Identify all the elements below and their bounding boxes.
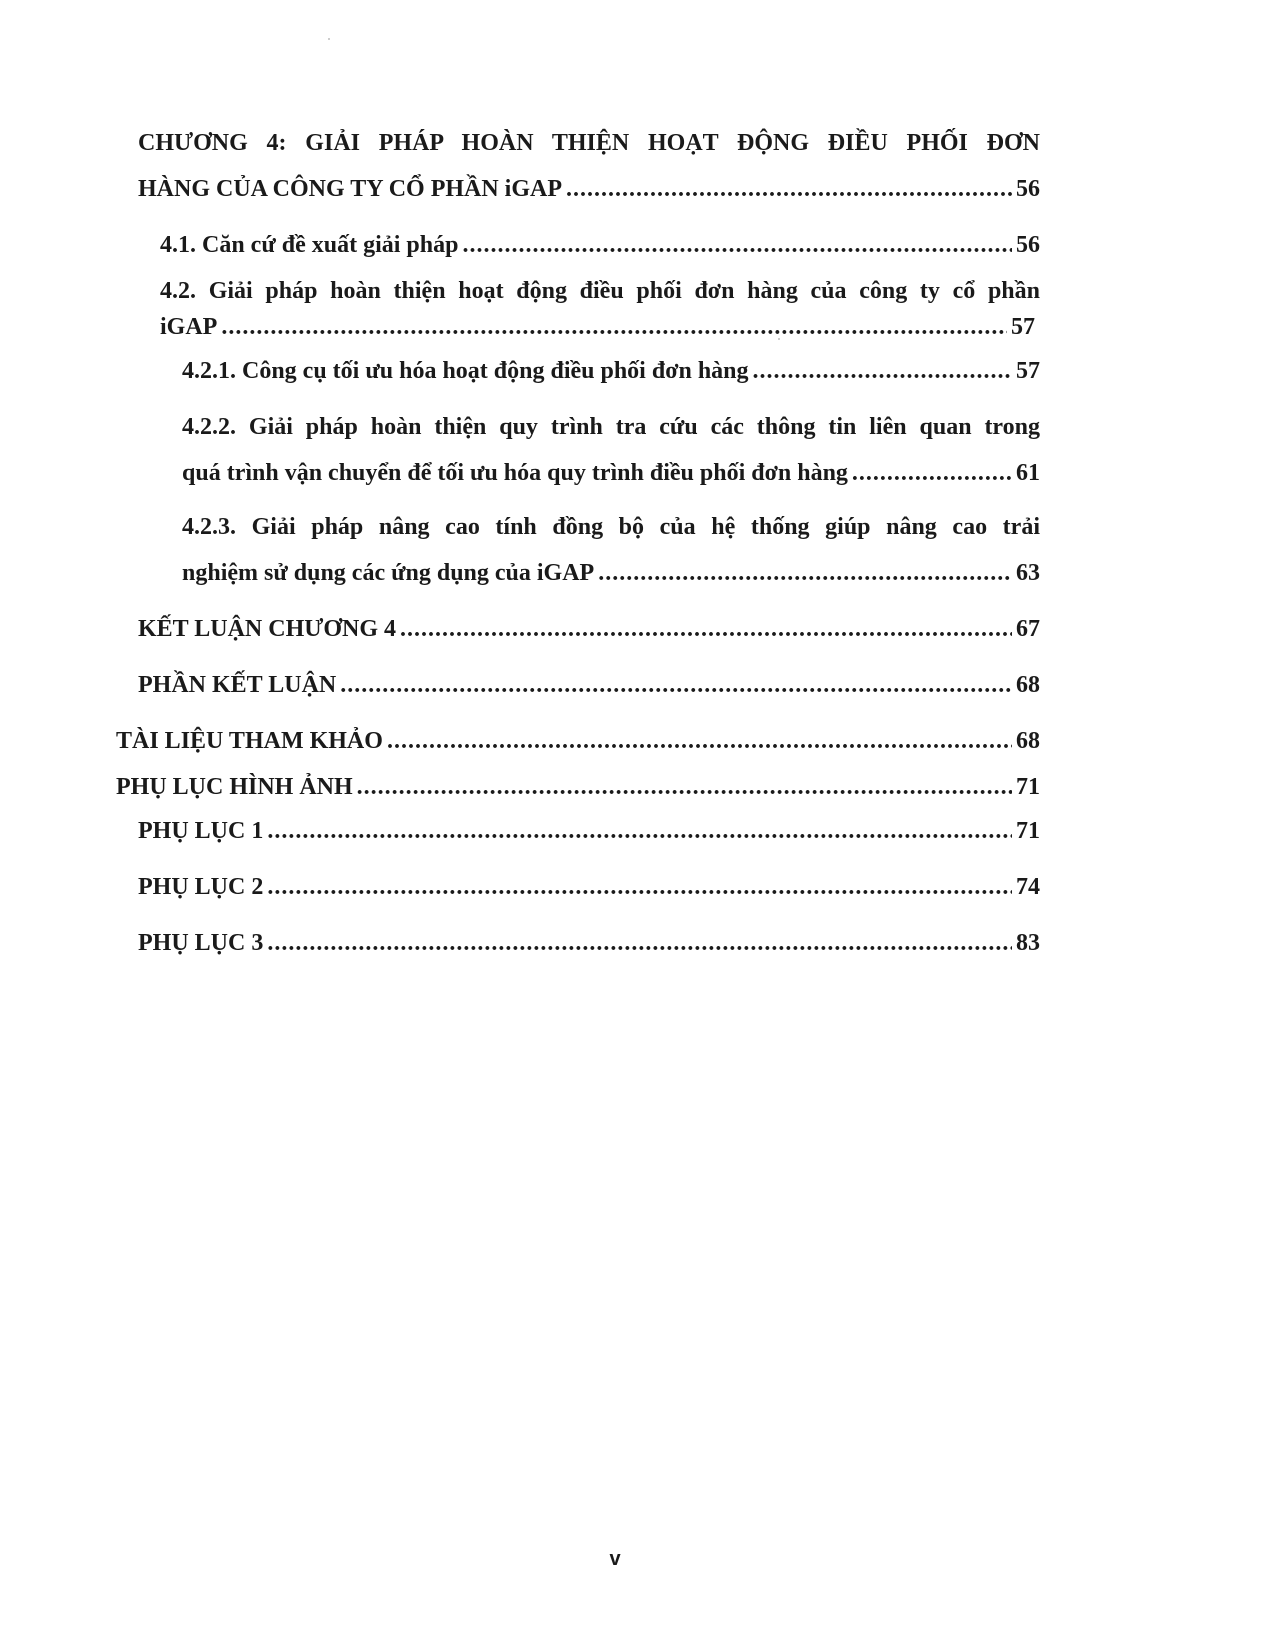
toc-entry-appendix-images bbox=[116, 772, 1040, 802]
toc-entry-appendix-2 bbox=[138, 872, 1040, 902]
toc-entry-label: TÀI LIỆU THAM KHẢO bbox=[116, 728, 383, 754]
toc-entry-4-2-2-line1: 4.2.2. Giải pháp hoàn thiện quy trình tra cứu các thông tin liên quan trong bbox=[182, 414, 1040, 440]
toc-chapter4-line2 bbox=[138, 174, 1040, 204]
toc-entry-label: iGAP bbox=[160, 314, 218, 340]
dot-leader bbox=[566, 174, 1012, 204]
toc-entry-4-2-2-line2 bbox=[182, 458, 1040, 488]
toc-entry-4-2-1 bbox=[182, 356, 1040, 386]
dot-leader bbox=[267, 872, 1012, 902]
toc-entry-label: PHỤ LỤC HÌNH ẢNH bbox=[116, 774, 353, 800]
toc-entry-4-2-3-line1: 4.2.3. Giải pháp nâng cao tính đồng bộ của hệ thống giúp nâng cao trải bbox=[182, 514, 1040, 540]
toc-entry-4-2-line1: 4.2. Giải pháp hoàn thiện hoạt động điều phối đơn hàng của công ty cổ phần bbox=[160, 278, 1040, 304]
toc-entry-label: 4.1. Căn cứ đề xuất giải pháp bbox=[160, 232, 459, 258]
toc-entry-references bbox=[116, 726, 1040, 756]
toc-entry-page: 68 bbox=[1016, 672, 1040, 698]
toc-entry-page: 56 bbox=[1016, 232, 1040, 258]
toc-entry-page: 57 bbox=[1016, 358, 1040, 384]
toc-entry-page: 71 bbox=[1016, 818, 1040, 844]
toc-entry-page: 74 bbox=[1016, 874, 1040, 900]
dot-leader bbox=[852, 458, 1012, 488]
toc-entry-conclusion bbox=[138, 670, 1040, 700]
dot-leader bbox=[357, 772, 1012, 802]
dot-leader bbox=[221, 312, 1007, 342]
toc-chapter4-label: HÀNG CỦA CÔNG TY CỔ PHẦN iGAP bbox=[138, 176, 563, 202]
toc-entry-label: PHỤ LỤC 2 bbox=[138, 874, 264, 900]
dot-leader bbox=[267, 928, 1012, 958]
toc-entry-4-1 bbox=[160, 230, 1040, 260]
toc-entry-page: 63 bbox=[1016, 560, 1040, 586]
toc-chapter4-page: 56 bbox=[1016, 176, 1040, 202]
toc-entry-appendix-1 bbox=[138, 816, 1040, 846]
dot-leader bbox=[340, 670, 1012, 700]
scan-speck bbox=[778, 338, 780, 340]
toc-entry-label: PHẦN KẾT LUẬN bbox=[138, 672, 337, 698]
dot-leader bbox=[753, 356, 1012, 386]
toc-entry-label: quá trình vận chuyển để tối ưu hóa quy trình điều phối đơn hàng bbox=[182, 460, 848, 486]
toc-entry-label: KẾT LUẬN CHƯƠNG 4 bbox=[138, 616, 397, 642]
toc-entry-label: PHỤ LỤC 3 bbox=[138, 930, 264, 956]
dot-leader bbox=[598, 558, 1012, 588]
page-number: v bbox=[609, 1548, 621, 1570]
toc-entry-page: 67 bbox=[1016, 616, 1040, 642]
toc-chapter4-line1: CHƯƠNG 4: GIẢI PHÁP HOÀN THIỆN HOẠT ĐỘNG ĐIỀU PHỐI ĐƠN bbox=[138, 130, 1040, 156]
dot-leader bbox=[387, 726, 1012, 756]
toc-entry-4-2-line2 bbox=[160, 312, 1035, 342]
dot-leader bbox=[400, 614, 1012, 644]
toc-entry-page: 68 bbox=[1016, 728, 1040, 754]
toc-entry-page: 57 bbox=[1011, 314, 1035, 340]
toc-entry-conclusion-ch4 bbox=[138, 614, 1040, 644]
toc-entry-page: 71 bbox=[1016, 774, 1040, 800]
toc-entry-label: nghiệm sử dụng các ứng dụng của iGAP bbox=[182, 560, 595, 586]
dot-leader bbox=[267, 816, 1012, 846]
toc-entry-label: 4.2.1. Công cụ tối ưu hóa hoạt động điều phối đơn hàng bbox=[182, 358, 749, 384]
dot-leader bbox=[462, 230, 1012, 260]
toc-entry-page: 61 bbox=[1016, 460, 1040, 486]
toc-entry-page: 83 bbox=[1016, 930, 1040, 956]
toc-entry-label: PHỤ LỤC 1 bbox=[138, 818, 264, 844]
toc-entry-4-2-3-line2 bbox=[182, 558, 1040, 588]
toc-entry-appendix-3 bbox=[138, 928, 1040, 958]
scan-speck bbox=[328, 38, 330, 40]
